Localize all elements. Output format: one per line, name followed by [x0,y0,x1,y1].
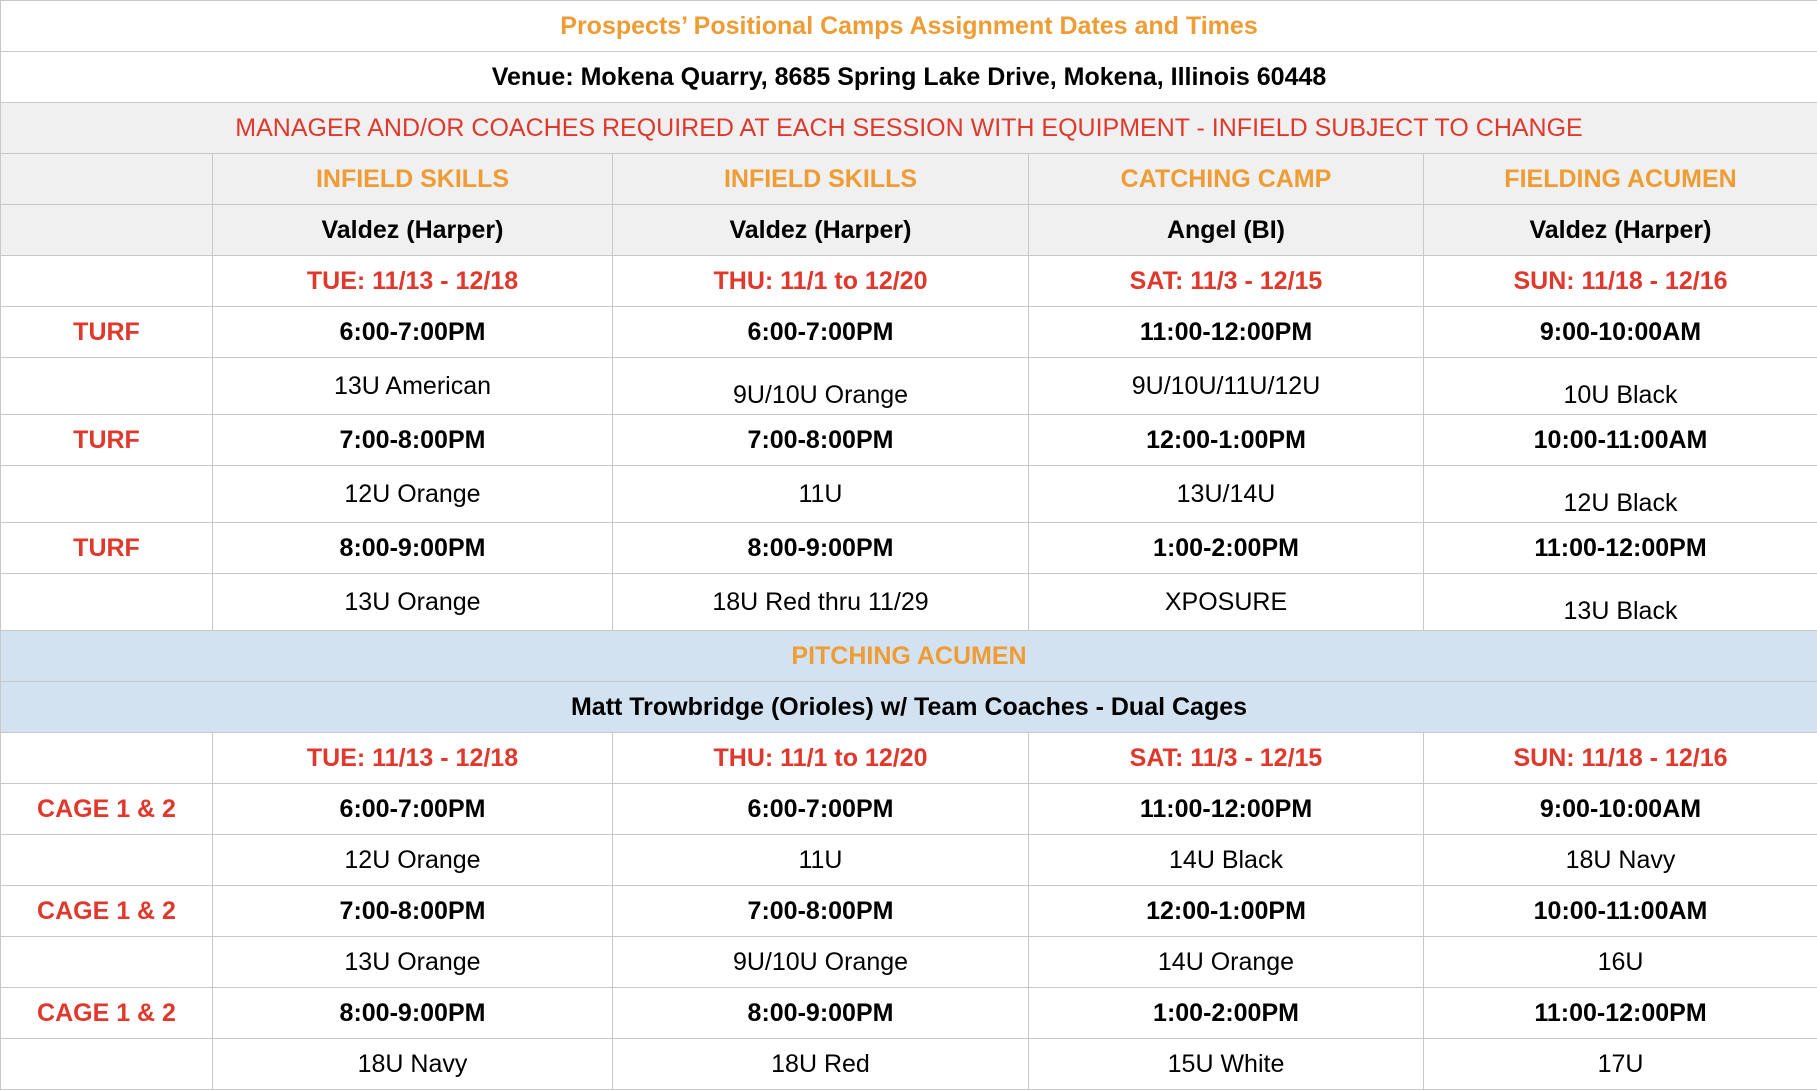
notice-row [1,103,1817,154]
instructor-cell[interactable]: Angel (BI) [1029,205,1424,256]
team-row [1,358,1817,415]
time-cell[interactable]: 7:00-8:00PM [613,886,1029,937]
time-row [1,415,1817,466]
time-cell[interactable]: 9:00-10:00AM [1424,784,1817,835]
team-cell[interactable]: 12U Orange [213,466,613,523]
empty-cell[interactable] [1,154,213,205]
camp-header-row [1,154,1817,205]
team-row [1,466,1817,523]
dates-row [1,256,1817,307]
team-cell[interactable]: 10U Black [1424,358,1817,415]
empty-cell[interactable] [1,1039,213,1090]
team-row [1,937,1817,988]
time-cell[interactable]: 8:00-9:00PM [613,523,1029,574]
time-cell[interactable]: 1:00-2:00PM [1029,988,1424,1039]
location-cell[interactable]: TURF [1,415,213,466]
team-cell[interactable]: 18U Navy [213,1039,613,1090]
team-cell[interactable]: 18U Red thru 11/29 [613,574,1029,631]
time-cell[interactable]: 10:00-11:00AM [1424,415,1817,466]
date-range-cell[interactable]: TUE: 11/13 - 12/18 [213,733,613,784]
time-cell[interactable]: 9:00-10:00AM [1424,307,1817,358]
team-cell[interactable]: 15U White [1029,1039,1424,1090]
team-cell[interactable]: 18U Navy [1424,835,1817,886]
team-cell[interactable]: 13U/14U [1029,466,1424,523]
time-cell[interactable]: 11:00-12:00PM [1029,784,1424,835]
team-cell[interactable]: 9U/10U/11U/12U [1029,358,1424,415]
date-range-cell[interactable]: SUN: 11/18 - 12/16 [1424,733,1817,784]
time-row [1,784,1817,835]
time-cell[interactable]: 11:00-12:00PM [1029,307,1424,358]
dates-row [1,733,1817,784]
team-cell[interactable]: 14U Orange [1029,937,1424,988]
team-cell[interactable]: 17U [1424,1039,1817,1090]
empty-cell[interactable] [1,358,213,415]
time-row [1,523,1817,574]
title-row [1,1,1817,52]
time-cell[interactable]: 8:00-9:00PM [613,988,1029,1039]
team-cell[interactable]: 12U Black [1424,466,1817,523]
team-row [1,1039,1817,1090]
instructor-cell[interactable]: Valdez (Harper) [1424,205,1817,256]
instructor-row [1,205,1817,256]
team-cell[interactable]: 11U [613,466,1029,523]
location-cell[interactable]: TURF [1,523,213,574]
camp-name-cell[interactable]: INFIELD SKILLS [213,154,613,205]
time-cell[interactable]: 8:00-9:00PM [213,988,613,1039]
team-cell[interactable]: 18U Red [613,1039,1029,1090]
team-cell[interactable]: 14U Black [1029,835,1424,886]
page-title[interactable]: Prospects’ Positional Camps Assignment Dates and Times [1,1,1817,52]
team-cell[interactable]: 13U Orange [213,574,613,631]
location-cell[interactable]: CAGE 1 & 2 [1,886,213,937]
notice-cell[interactable]: MANAGER AND/OR COACHES REQUIRED AT EACH SESSION WITH EQUIPMENT - INFIELD SUBJECT TO CHANGE [1,103,1817,154]
time-row [1,307,1817,358]
empty-cell[interactable] [1,835,213,886]
location-cell[interactable]: CAGE 1 & 2 [1,988,213,1039]
date-range-cell[interactable]: THU: 11/1 to 12/20 [613,256,1029,307]
empty-cell[interactable] [1,574,213,631]
time-cell[interactable]: 8:00-9:00PM [213,523,613,574]
time-cell[interactable]: 6:00-7:00PM [613,784,1029,835]
venue-row [1,52,1817,103]
pitching-title-row [1,631,1817,682]
team-cell[interactable]: 13U Black [1424,574,1817,631]
time-cell[interactable]: 1:00-2:00PM [1029,523,1424,574]
team-cell[interactable]: XPOSURE [1029,574,1424,631]
time-row [1,886,1817,937]
time-cell[interactable]: 12:00-1:00PM [1029,886,1424,937]
camp-name-cell[interactable]: FIELDING ACUMEN [1424,154,1817,205]
team-cell[interactable]: 12U Orange [213,835,613,886]
time-cell[interactable]: 6:00-7:00PM [213,307,613,358]
time-cell[interactable]: 7:00-8:00PM [613,415,1029,466]
time-cell[interactable]: 7:00-8:00PM [213,415,613,466]
date-range-cell[interactable]: SAT: 11/3 - 12/15 [1029,733,1424,784]
team-cell[interactable]: 16U [1424,937,1817,988]
empty-cell[interactable] [1,733,213,784]
team-cell[interactable]: 13U American [213,358,613,415]
empty-cell[interactable] [1,205,213,256]
empty-cell[interactable] [1,256,213,307]
location-cell[interactable]: TURF [1,307,213,358]
team-row [1,835,1817,886]
time-cell[interactable]: 6:00-7:00PM [613,307,1029,358]
venue-cell[interactable]: Venue: Mokena Quarry, 8685 Spring Lake Drive, Mokena, Illinois 60448 [1,52,1817,103]
location-cell[interactable]: CAGE 1 & 2 [1,784,213,835]
team-row [1,574,1817,631]
time-cell[interactable]: 6:00-7:00PM [213,784,613,835]
team-cell[interactable]: 9U/10U Orange [613,937,1029,988]
time-cell[interactable]: 10:00-11:00AM [1424,886,1817,937]
pitching-title-cell[interactable]: PITCHING ACUMEN [1,631,1817,682]
time-row [1,988,1817,1039]
empty-cell[interactable] [1,466,213,523]
instructor-cell[interactable]: Valdez (Harper) [213,205,613,256]
camp-name-cell[interactable]: INFIELD SKILLS [613,154,1029,205]
pitching-instructor-cell[interactable]: Matt Trowbridge (Orioles) w/ Team Coaches - Dual Cages [1,682,1817,733]
team-cell[interactable]: 11U [613,835,1029,886]
date-range-cell[interactable]: TUE: 11/13 - 12/18 [213,256,613,307]
date-range-cell[interactable]: SUN: 11/18 - 12/16 [1424,256,1817,307]
time-cell[interactable]: 7:00-8:00PM [213,886,613,937]
camp-name-cell[interactable]: CATCHING CAMP [1029,154,1424,205]
instructor-cell[interactable]: Valdez (Harper) [613,205,1029,256]
time-cell[interactable]: 12:00-1:00PM [1029,415,1424,466]
date-range-cell[interactable]: THU: 11/1 to 12/20 [613,733,1029,784]
team-cell[interactable]: 13U Orange [213,937,613,988]
time-cell[interactable]: 11:00-12:00PM [1424,988,1817,1039]
time-cell[interactable]: 11:00-12:00PM [1424,523,1817,574]
team-cell[interactable]: 9U/10U Orange [613,358,1029,415]
pitching-instructor-row [1,682,1817,733]
empty-cell[interactable] [1,937,213,988]
date-range-cell[interactable]: SAT: 11/3 - 12/15 [1029,256,1424,307]
